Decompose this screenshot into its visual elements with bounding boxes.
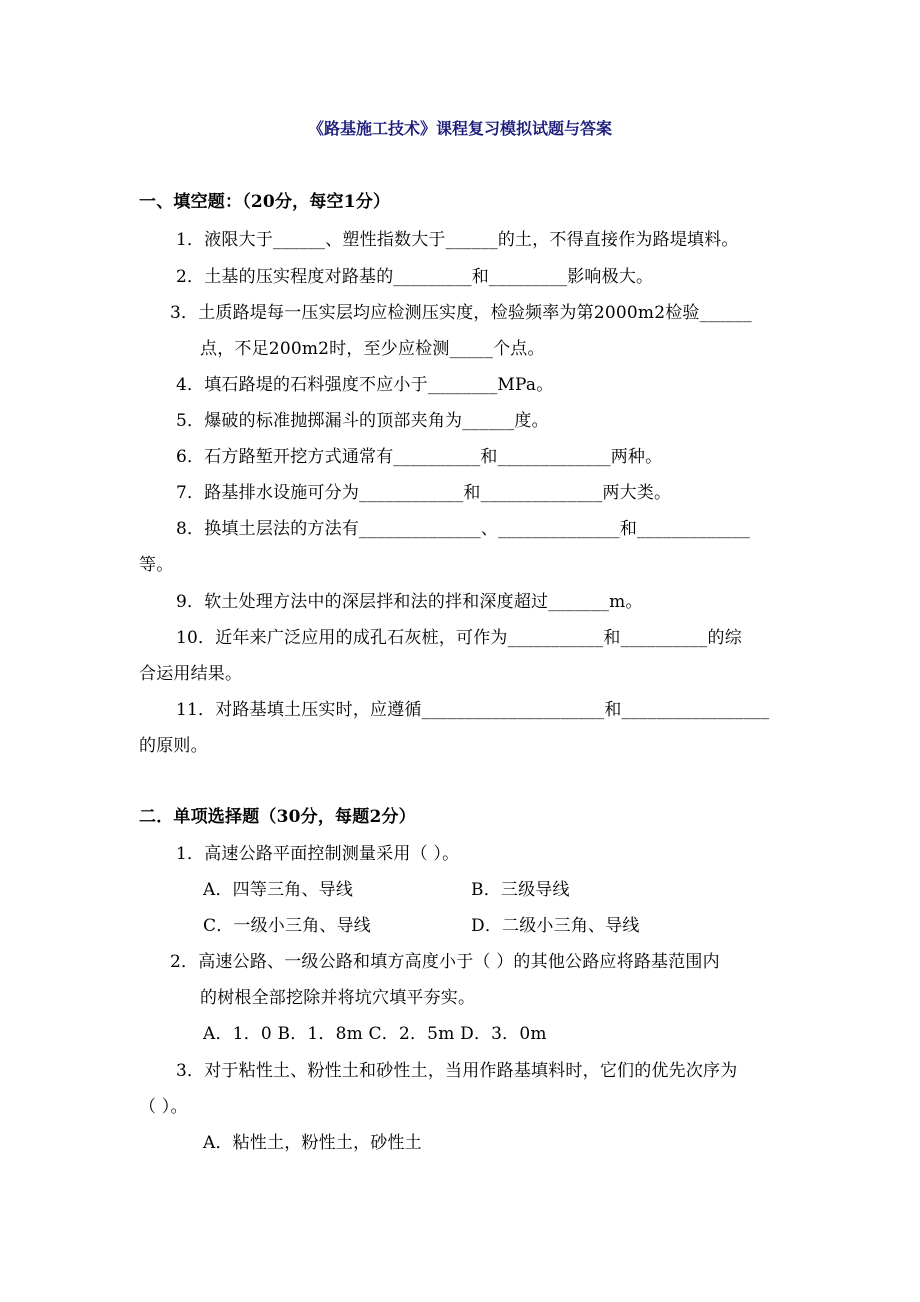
question-1-11-line2: 的原则。	[139, 736, 208, 756]
question-2-2-line2: 的树根全部挖除并将坑穴填平夯实。	[200, 988, 476, 1008]
question-1-1: 1．液限大于______、塑性指数大于______的土，不得直接作为路堤填料。	[176, 230, 739, 250]
question-1-10-line1: 10．近年来广泛应用的成孔石灰桩，可作为___________和__________的综	[176, 628, 742, 648]
question-1-2: 2．土基的压实程度对路基的_________和_________影响极大。	[176, 267, 654, 287]
page-title: 《路基施工技术》课程复习模拟试题与答案	[307, 119, 612, 138]
question-1-3-line1: 3．土质路堤每一压实层均应检测压实度，检验频率为第2000m2检验______	[170, 303, 752, 323]
question-1-4: 4．填石路堤的石料强度不应小于________MPa。	[176, 375, 554, 395]
question-2-1-option-d: D．二级小三角、导线	[471, 916, 640, 936]
question-2-1-option-c: C．一级小三角、导线	[203, 916, 372, 936]
question-1-6: 6．石方路堑开挖方式通常有__________和_____________两种。	[176, 447, 663, 467]
question-2-2-line1: 2．高速公路、一级公路和填方高度小于（ ）的其他公路应将路基范围内	[170, 952, 720, 972]
question-1-11-line1: 11．对路基填土压实时，应遵循_____________________和_________________	[176, 700, 770, 720]
question-1-8-line2: 等。	[139, 555, 174, 575]
question-2-2-options: A．1．0 B．1．8m C．2．5m D．3．0m	[203, 1024, 547, 1044]
question-1-7: 7．路基排水设施可分为____________和______________两大类。	[176, 483, 672, 503]
section1-heading: 一、填空题：（20分，每空1分）	[139, 192, 391, 212]
question-2-1-option-a: A．四等三角、导线	[203, 880, 354, 900]
question-2-3-line1: 3．对于粘性土、粉性土和砂性土，当用作路基填料时，它们的优先次序为	[176, 1061, 738, 1081]
question-1-8-line1: 8．换填土层法的方法有______________、______________和_____________	[176, 519, 751, 539]
question-1-10-line2: 合运用结果。	[139, 664, 243, 684]
question-2-1: 1．高速公路平面控制测量采用（ ）。	[176, 844, 460, 864]
question-2-1-option-b: B．三级导线	[471, 880, 570, 900]
question-2-3-line2: （ ）。	[139, 1097, 188, 1117]
question-2-3-option-a: A．粘性土，粉性土，砂性土	[203, 1133, 422, 1153]
question-1-3-line2: 点，不足200m2时，至少应检测_____个点。	[200, 339, 545, 359]
section2-heading: 二．单项选择题（30分，每题2分）	[139, 807, 416, 827]
question-1-5: 5．爆破的标准抛掷漏斗的顶部夹角为______度。	[176, 411, 549, 431]
question-1-9: 9．软土处理方法中的深层拌和法的拌和深度超过_______m。	[176, 592, 643, 612]
